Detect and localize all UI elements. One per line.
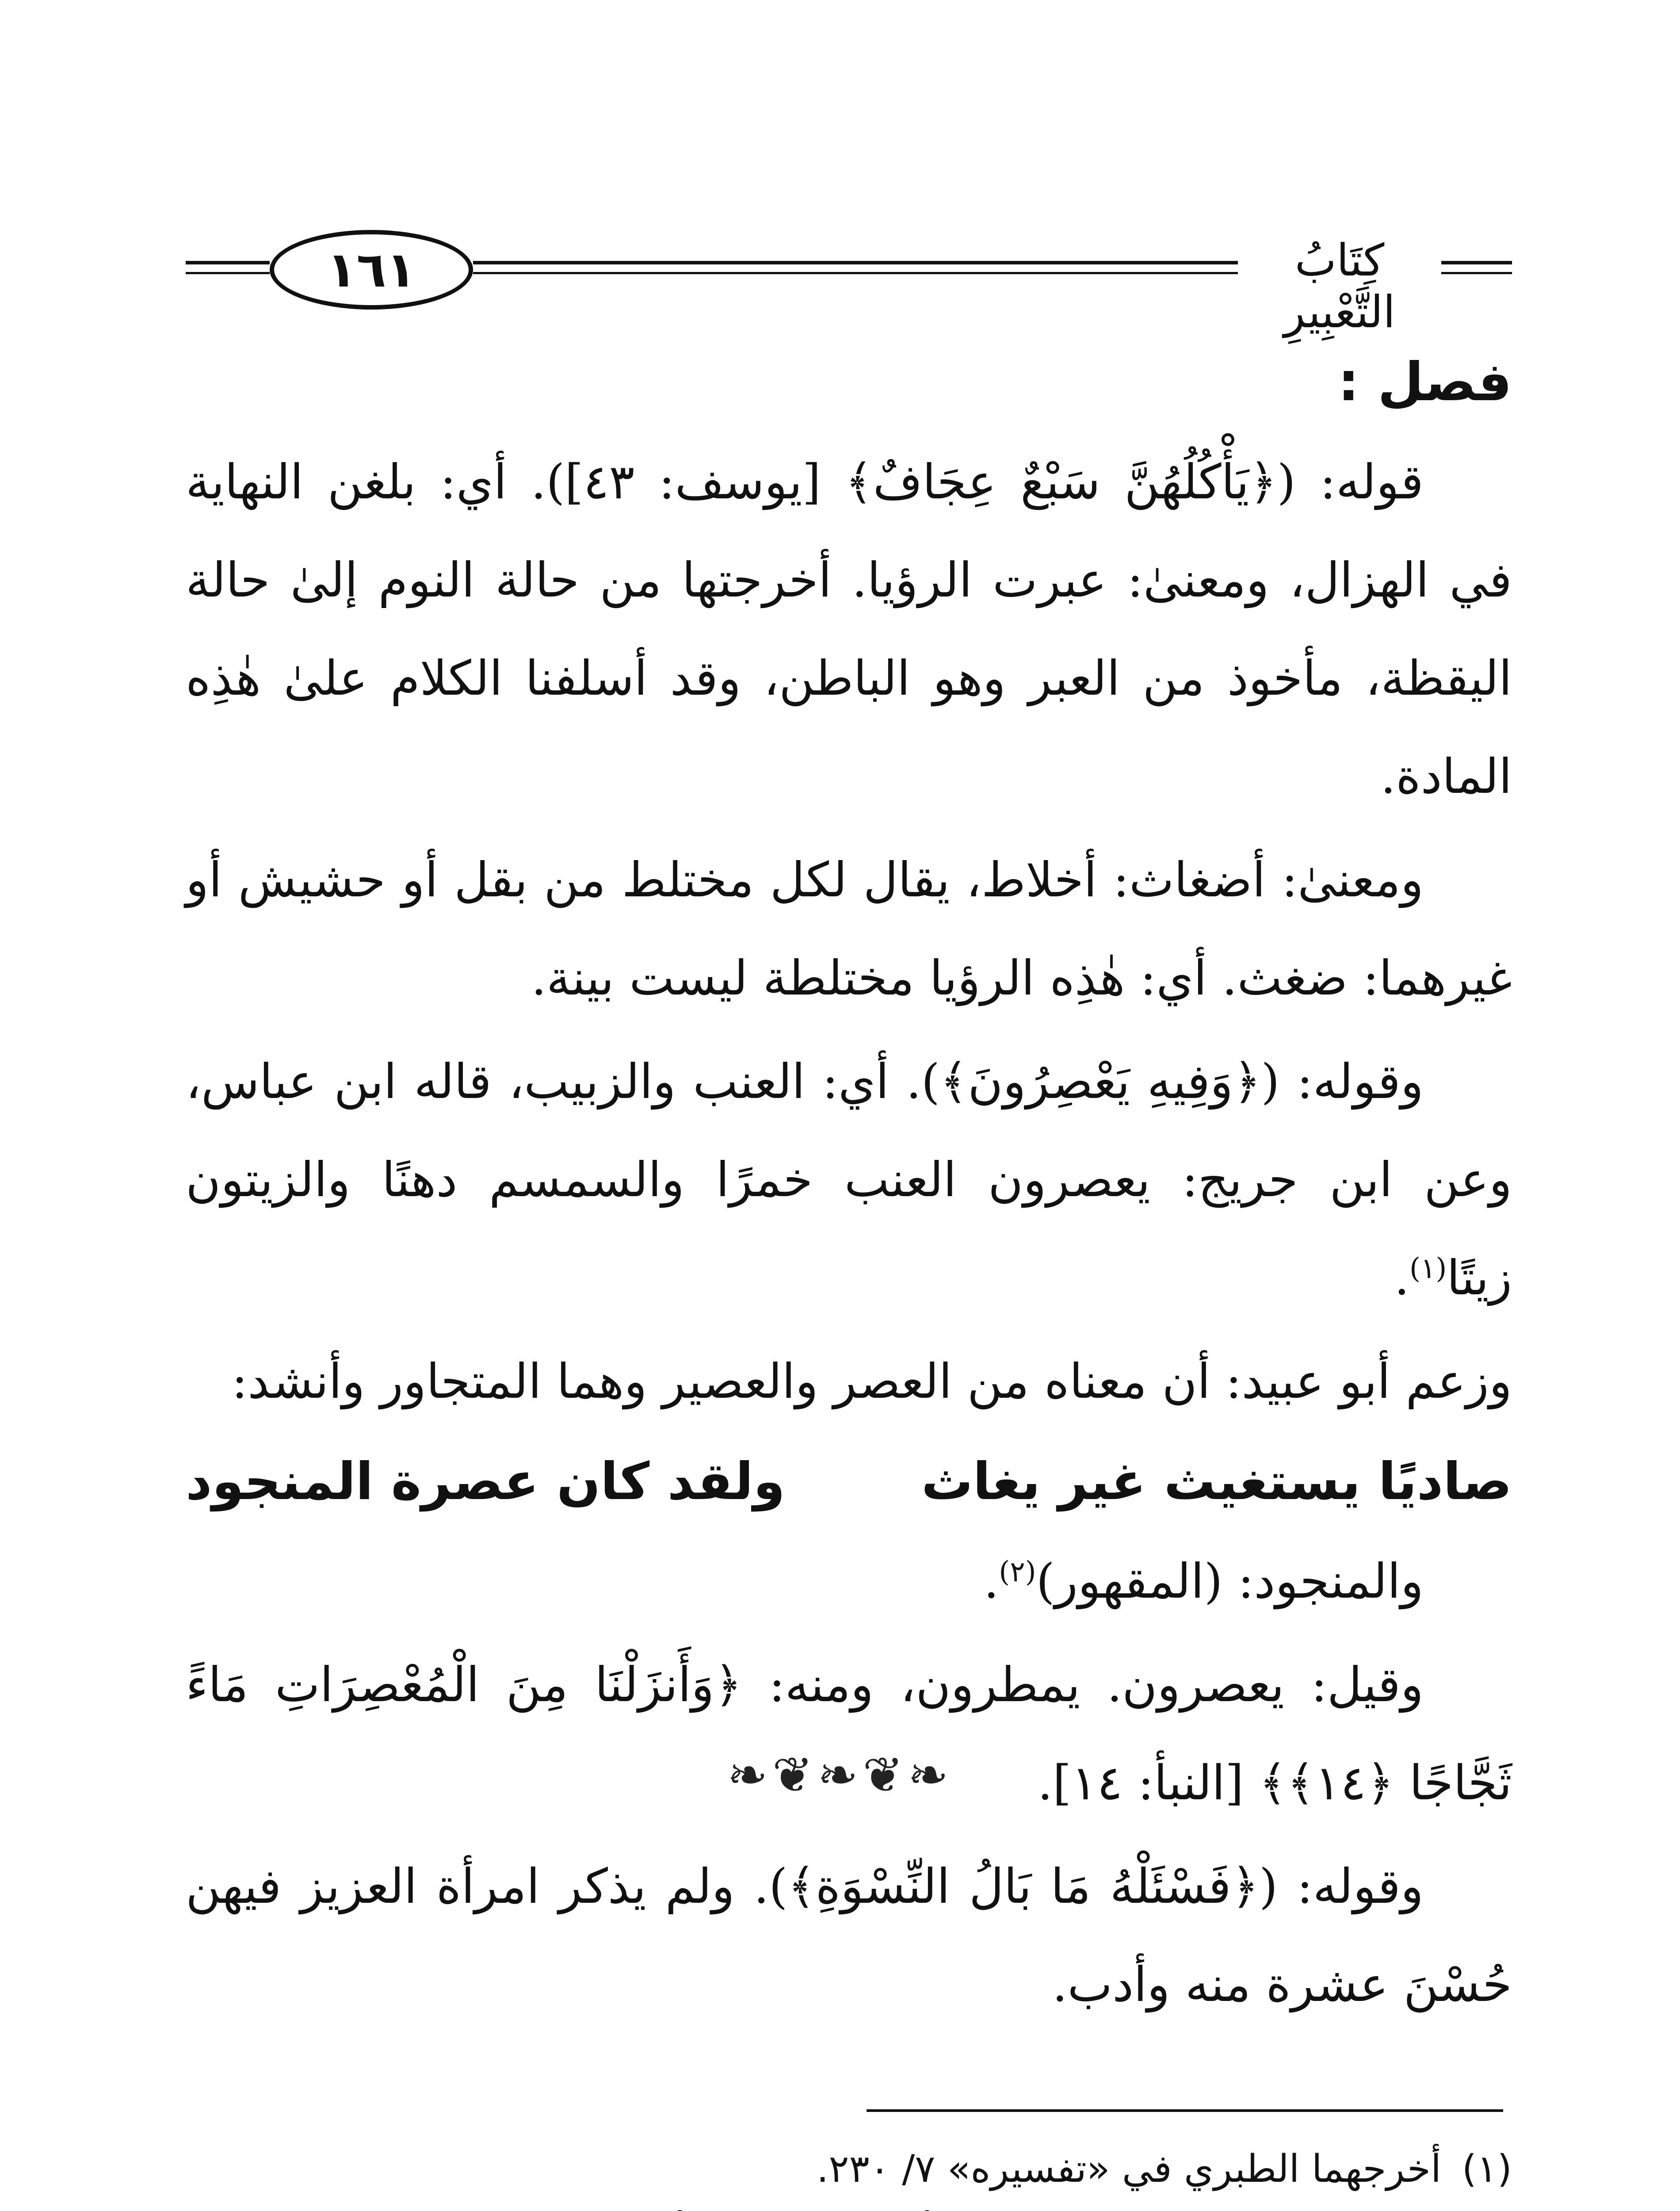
paragraph — [186, 1533, 1512, 1631]
footnote-separator — [867, 2109, 1503, 2112]
section-end-ornament: ❧❦❧❦❧ — [727, 1747, 953, 1803]
header-rule-right-bottom — [1441, 272, 1512, 274]
page-number: ١٦١ — [270, 230, 473, 310]
header-rule-right-top — [1441, 261, 1512, 264]
page-header — [186, 212, 1512, 338]
footnote-text: أخرجهما الطبري في «تفسيره» ٧/ ٢٣٠. — [816, 2147, 1441, 2191]
paragraph: وزعم أبو عبيد: أن معناه من العصر والعصير وهما المتجاور وأنشد: — [231, 1354, 1512, 1409]
poetry-verse — [186, 1431, 1512, 1533]
paragraph — [186, 1033, 1512, 1327]
verse-hemistich-second: ولقد كان عصرة المنجود — [186, 1452, 785, 1511]
paragraph-end: . — [983, 1554, 999, 1609]
book-title: كِتَابُ التَّعْبِيرِ — [1283, 234, 1396, 338]
footnote-marker[interactable]: (١) — [1409, 1252, 1447, 1285]
footnote-number — [1441, 2202, 1512, 2211]
footnote-number: (١) — [1462, 2147, 1512, 2191]
header-rule-middle-top — [473, 261, 1238, 264]
footnotes — [186, 2136, 1512, 2211]
footnote — [186, 2202, 1512, 2211]
footnote — [186, 2136, 1512, 2202]
footnote-marker[interactable]: (٢) — [999, 1556, 1036, 1588]
header-rule-middle-bottom — [473, 272, 1238, 274]
verse-hemistich-first: صاديًا يستغيث غير يغاث — [921, 1452, 1512, 1511]
section-title: فصل : — [1338, 352, 1512, 413]
paragraph-end: . — [1394, 1251, 1409, 1306]
header-rule-left-bottom — [186, 272, 270, 274]
header-rule-left-top — [186, 261, 270, 264]
paragraph: وقوله: (﴿فَسْئَلْهُ مَا بَالُ النِّسْوَةِ﴾). ولم يذكر امرأة العزيز فيهن حُسْنَ عشرة منه وأدب. — [186, 1859, 1512, 2012]
paragraph-text: والمنجود: (المقهور) — [1036, 1554, 1424, 1609]
paragraph: قوله: (﴿يَأْكُلُهُنَّ سَبْعٌ عِجَافٌ﴾ [يوسف: ٤٣]). أي: بلغن النهاية في الهزال، ومعنىٰ: عبرت الرؤيا. أخرجتها من حالة النوم إلىٰ حالة اليقظة، مأخوذ من العبر وهو الباطن، وقد أسلفنا الكلام علىٰ هٰذِه المادة. — [186, 455, 1512, 804]
paragraph: ومعنىٰ: أضغاث: أخلاط، يقال لكل مختلط من بقل أو حشيش أو غيرهما: ضغث. أي: هٰذِه الرؤيا مختلطة ليست بينة. — [186, 853, 1512, 1006]
paragraph-text: وقوله: (﴿وَفِيهِ يَعْصِرُونَ﴾). أي: العنب والزبيب، قاله ابن عباس، وعن ابن جريج: يعصرون العنب خمرًا والسمسم دهنًا والزيتون زيتًا — [186, 1054, 1512, 1306]
paragraph: وقيل: يعصرون. يمطرون، ومنه: ﴿وَأَنزَلْنَا مِنَ الْمُعْصِرَاتِ مَاءً ثَجَّاجًا ﴿١٤﴾﴾ [النبأ: ١٤]. — [186, 1657, 1512, 1811]
